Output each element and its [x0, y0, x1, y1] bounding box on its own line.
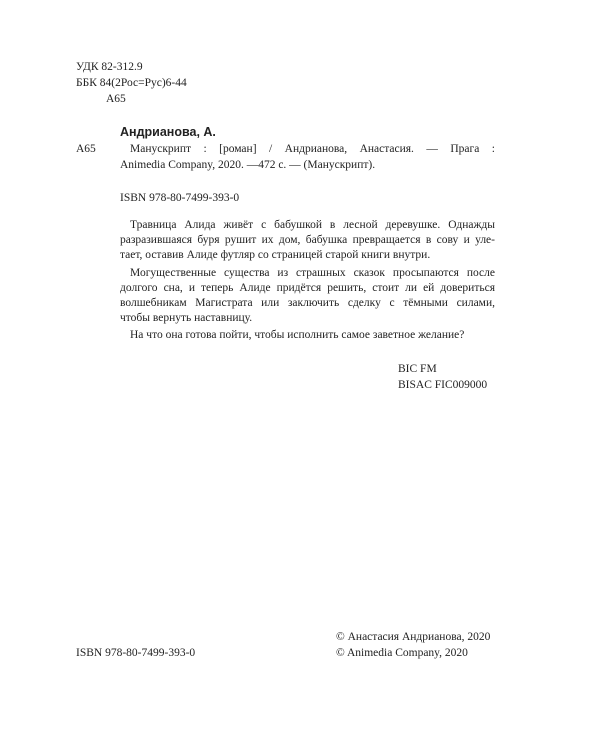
catalog-isbn: ISBN 978-80-7499-393-0 — [120, 192, 240, 204]
bic-code: BIC FM — [398, 363, 437, 375]
annotation-p2-line-2: долгого сна, и теперь Алиде придётся решить, стоит ли ей довериться — [120, 282, 495, 294]
author-mark-top: А65 — [106, 93, 126, 105]
copyright-publisher: © Animedia Company, 2020 — [336, 647, 468, 659]
footer-isbn: ISBN 978-80-7499-393-0 — [76, 647, 196, 659]
copyright-author: © Анастасия Андрианова, 2020 — [336, 631, 491, 643]
catalog-line-2: Animedia Company, 2020. —472 с. — (Манускрипт). — [120, 159, 376, 171]
catalog-line-1: Манускрипт : [роман] / Андрианова, Анастасия. — Прага : — [130, 143, 495, 155]
annotation-p3: На что она готова пойти, чтобы исполнить самое заветное желание? — [130, 329, 465, 341]
author-mark: А65 — [76, 143, 96, 155]
annotation-p1-line-3: тает, оставив Алиде футляр со страницей старой книги внутри. — [120, 249, 431, 261]
annotation-p2-line-3: волшебникам Магистрата или заключить сделку с тёмными силами, — [120, 297, 495, 309]
annotation-p1-line-2: разразившаяся буря рушит их дом, бабушка превращается в сову и уле- — [120, 234, 495, 246]
annotation-p1-line-1: Травница Алида живёт с бабушкой в лесной деревушке. Однажды — [130, 219, 495, 231]
bisac-code: BISAC FIC009000 — [398, 379, 488, 391]
author-heading: Андрианова, А. — [120, 125, 216, 139]
annotation-p2-line-4: чтобы вернуть наставницу. — [120, 312, 253, 324]
udk-code: УДК 82-312.9 — [76, 61, 143, 73]
annotation-p2-line-1: Могущественные существа из страшных сказок просыпаются после — [130, 267, 495, 279]
bbk-code: ББК 84(2Рос=Рус)6-44 — [76, 77, 187, 89]
